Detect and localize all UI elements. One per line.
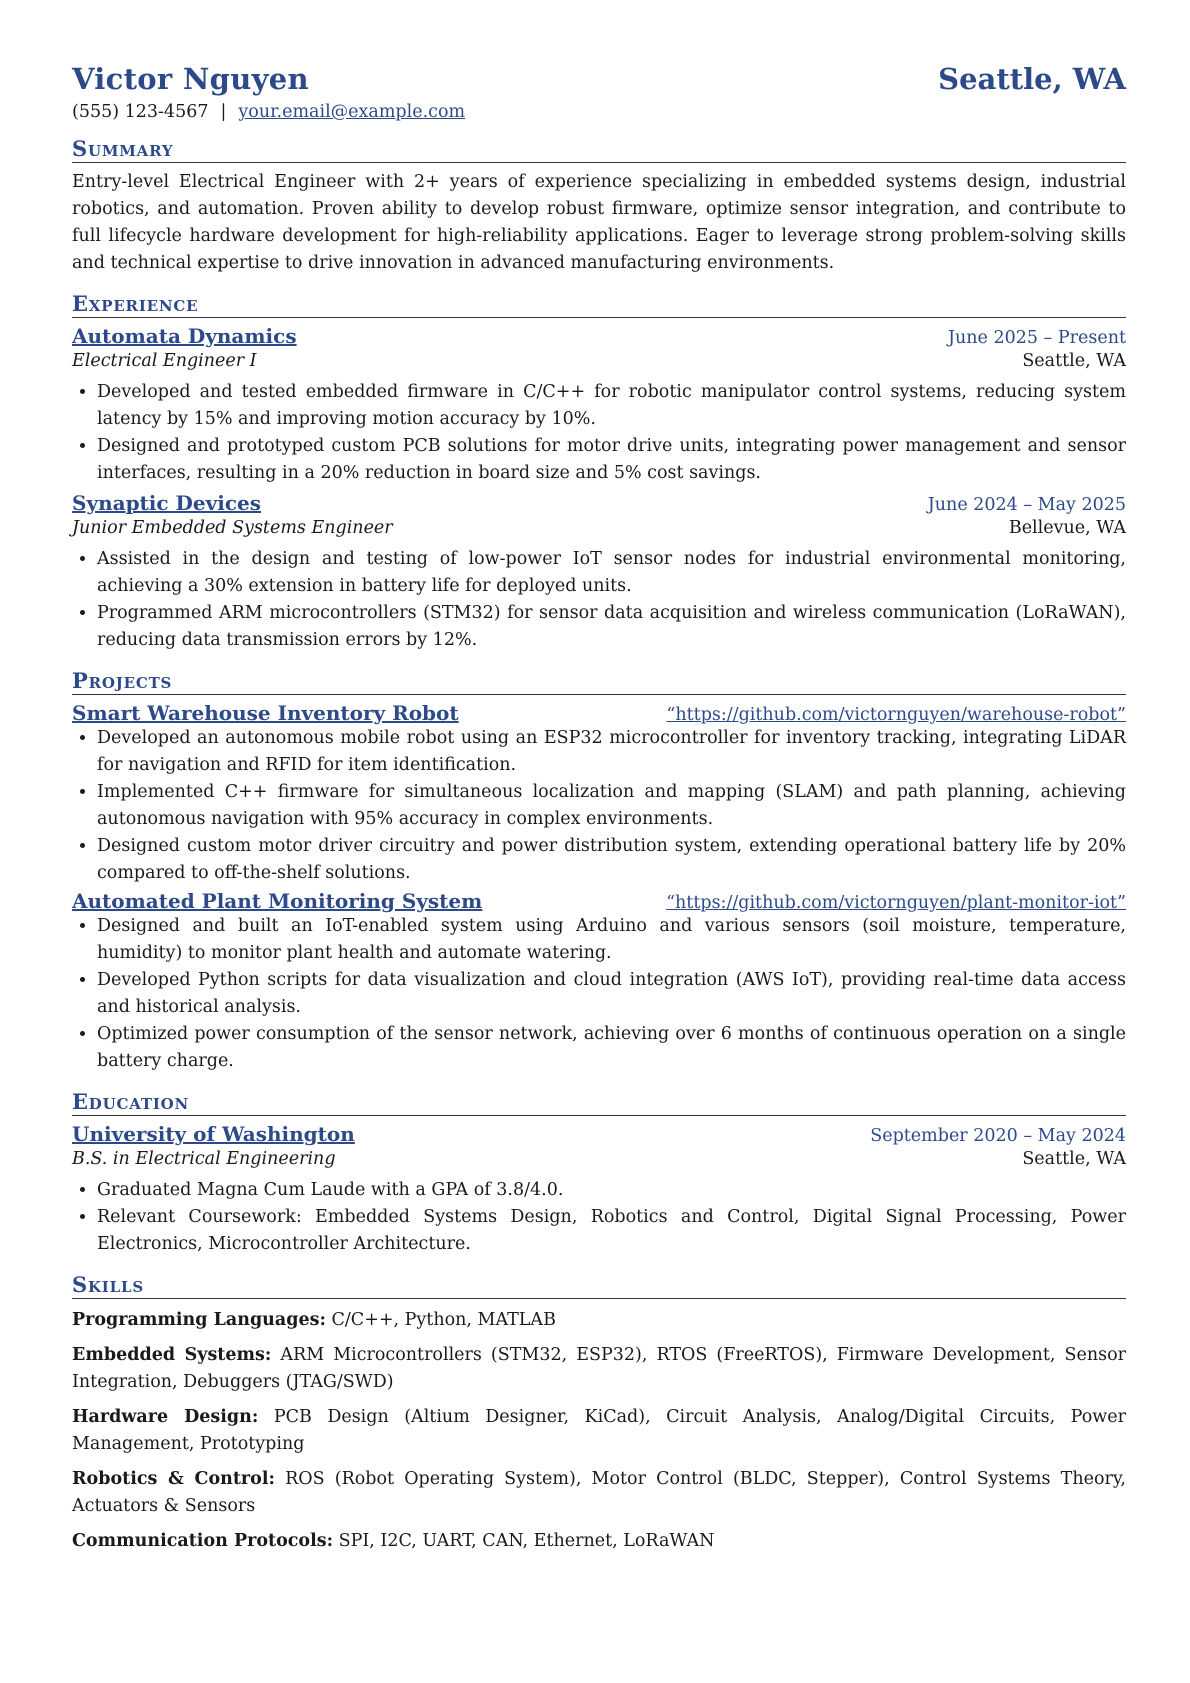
education-dates: September 2020 – May 2024 <box>870 1126 1126 1146</box>
list-item: • Designed and prototyped custom PCB solutions for motor drive units, integrating power management and sensor interfaces, resulting in a 20% reduction in board size and 5% cost savings. <box>97 433 1126 487</box>
job-entry <box>72 324 1126 487</box>
skill-label: Robotics & Control: <box>72 1469 275 1489</box>
job-entry <box>72 491 1126 654</box>
bullet-list <box>72 546 1126 654</box>
candidate-name: Victor Nguyen <box>72 62 309 96</box>
skill-value: ARM Microcontrollers (STM32, ESP32), RTOS (FreeRTOS), Firmware Development, Sensor Integration, Debuggers (JTAG/SWD) <box>72 1345 1126 1392</box>
candidate-location: Seattle, WA <box>938 62 1126 96</box>
summary-text: Entry-level Electrical Engineer with 2+ years of experience specializing in embedded systems design, industrial robotics, and automation. Proven ability to develop robust firmware, optimize sensor integration, and contribute to full lifecycle hardware development for high-reliability applications. Eager to leverage strong problem-solving skills and technical expertise to drive innovation in advanced manufacturing environments. <box>72 172 1126 273</box>
list-item: • Graduated Magna Cum Laude with a GPA of 3.8/4.0. <box>97 1177 1126 1204</box>
skill-group <box>72 1466 1126 1520</box>
skill-group <box>72 1307 1126 1334</box>
contact-line <box>72 102 1126 122</box>
phone-number: (555) 123-4567 <box>72 102 209 122</box>
contact-separator: | <box>220 102 227 122</box>
skill-group <box>72 1342 1126 1396</box>
project-name-link[interactable]: Smart Warehouse Inventory Robot <box>72 701 459 725</box>
skill-label: Embedded Systems: <box>72 1345 272 1365</box>
degree-title: B.S. in Electrical Engineering <box>72 1149 336 1169</box>
project-name-link[interactable]: Automated Plant Monitoring System <box>72 889 483 913</box>
project-entry <box>72 701 1126 887</box>
skills-section <box>72 1272 1126 1555</box>
list-item: • Designed and built an IoT-enabled system using Arduino and various sensors (soil moisture, temperature, humidity) to monitor plant health and automate watering. <box>97 913 1126 967</box>
job-dates: June 2024 – May 2025 <box>927 495 1126 515</box>
summary-section <box>72 136 1126 277</box>
section-title-summary: Summary <box>72 136 1126 163</box>
skill-label: Programming Languages: <box>72 1310 326 1330</box>
job-location: Seattle, WA <box>1022 351 1126 371</box>
skill-group <box>72 1404 1126 1458</box>
job-title: Junior Embedded Systems Engineer <box>72 518 393 538</box>
list-item: • Programmed ARM microcontrollers (STM32) for sensor data acquisition and wireless communication (LoRaWAN), reducing data transmission errors by 12%. <box>97 600 1126 654</box>
projects-section <box>72 668 1126 1075</box>
skill-label: Hardware Design: <box>72 1407 259 1427</box>
list-item: • Developed an autonomous mobile robot using an ESP32 microcontroller for inventory tracking, integrating LiDAR for navigation and RFID for item identification. <box>97 725 1126 779</box>
list-item: • Relevant Coursework: Embedded Systems Design, Robotics and Control, Digital Signal Processing, Power Electronics, Microcontroller Architecture. <box>97 1204 1126 1258</box>
skill-group <box>72 1528 1126 1555</box>
project-repo-link[interactable]: “https://github.com/victornguyen/plant-monitor-iot” <box>666 893 1126 913</box>
company-link[interactable]: Automata Dynamics <box>72 324 297 348</box>
skill-value: PCB Design (Altium Designer, KiCad), Circuit Analysis, Analog/Digital Circuits, Power Management, Prototyping <box>72 1407 1126 1454</box>
school-link[interactable]: University of Washington <box>72 1122 355 1146</box>
skill-value: ROS (Robot Operating System), Motor Control (BLDC, Stepper), Control Systems Theory, Actuators & Sensors <box>72 1469 1126 1516</box>
skill-label: Communication Protocols: <box>72 1531 334 1551</box>
section-title-experience: Experience <box>72 291 1126 318</box>
company-link[interactable]: Synaptic Devices <box>72 491 261 515</box>
section-title-projects: Projects <box>72 668 1126 695</box>
job-title: Electrical Engineer I <box>72 351 257 371</box>
bullet-list <box>72 913 1126 1075</box>
bullet-list <box>72 379 1126 487</box>
experience-section <box>72 291 1126 654</box>
resume-header <box>72 62 1126 96</box>
bullet-list <box>72 725 1126 887</box>
project-entry <box>72 889 1126 1075</box>
list-item: • Optimized power consumption of the sensor network, achieving over 6 months of continuous operation on a single battery charge. <box>97 1021 1126 1075</box>
bullet-list <box>72 1177 1126 1258</box>
job-dates: June 2025 – Present <box>947 328 1126 348</box>
list-item: • Developed and tested embedded firmware in C/C++ for robotic manipulator control systems, reducing system latency by 15% and improving motion accuracy by 10%. <box>97 379 1126 433</box>
education-location: Seattle, WA <box>1022 1149 1126 1169</box>
skill-value: C/C++, Python, MATLAB <box>331 1310 556 1330</box>
list-item: • Designed custom motor driver circuitry and power distribution system, extending operational battery life by 20% compared to off-the-shelf solutions. <box>97 833 1126 887</box>
email-link[interactable]: your.email@example.com <box>238 102 466 122</box>
job-location: Bellevue, WA <box>1008 518 1126 538</box>
section-title-skills: Skills <box>72 1272 1126 1299</box>
project-repo-link[interactable]: “https://github.com/victornguyen/warehouse-robot” <box>666 705 1126 725</box>
list-item: • Assisted in the design and testing of low-power IoT sensor nodes for industrial environmental monitoring, achieving a 30% extension in battery life for deployed units. <box>97 546 1126 600</box>
education-section <box>72 1089 1126 1258</box>
list-item: • Implemented C++ firmware for simultaneous localization and mapping (SLAM) and path planning, achieving autonomous navigation with 95% accuracy in complex environments. <box>97 779 1126 833</box>
list-item: • Developed Python scripts for data visualization and cloud integration (AWS IoT), providing real-time data access and historical analysis. <box>97 967 1126 1021</box>
section-title-education: Education <box>72 1089 1126 1116</box>
skill-value: SPI, I2C, UART, CAN, Ethernet, LoRaWAN <box>338 1531 715 1551</box>
